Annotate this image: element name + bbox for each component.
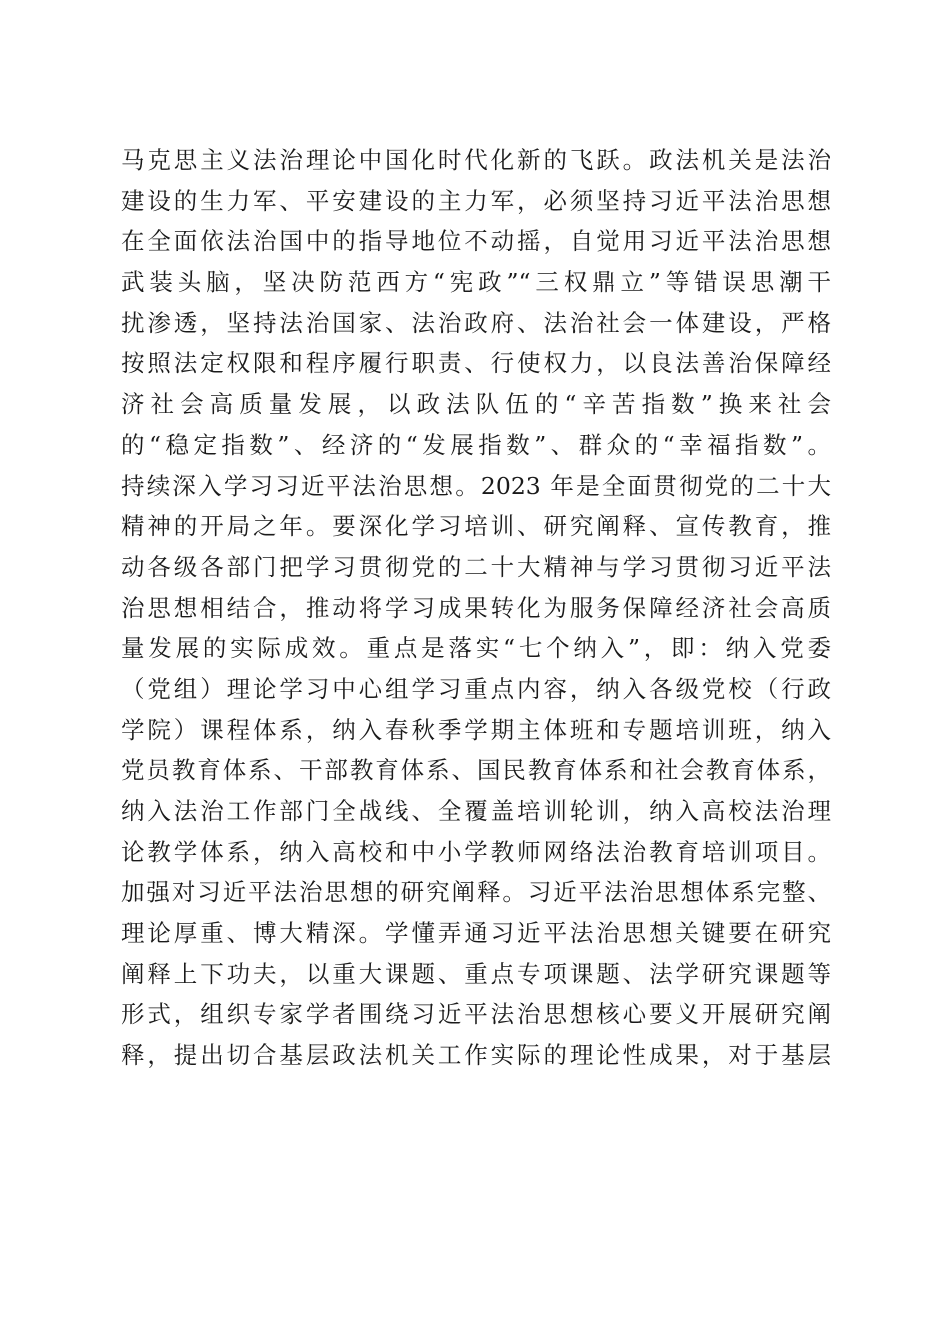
text-line: 按照法定权限和程序履行职责、行使权力，以良法善治保障经 [121, 349, 831, 378]
text-line: 治思想相结合，推动将学习成果转化为服务保障经济社会高质 [121, 593, 831, 622]
text-line: 马克思主义法治理论中国化时代化新的飞跃。政法机关是法治 [121, 146, 831, 174]
text-line: 持续深入学习习近平法治思想。2023 年是全面贯彻党的二十大 [121, 471, 831, 500]
text-line: 学院）课程体系，纳入春秋季学期主体班和专题培训班，纳入 [121, 715, 831, 744]
text-line: 释，提出切合基层政法机关工作实际的理论性成果，对于基层 [121, 1041, 831, 1070]
text-line: 动各级各部门把学习贯彻党的二十大精神与学习贯彻习近平法 [121, 552, 831, 581]
body-text [121, 140, 831, 1076]
text-line: 济社会高质量发展，以政法队伍的“辛苦指数”换来社会 [121, 390, 831, 419]
text-line: 形式，组织专家学者围绕习近平法治思想核心要义开展研究阐 [121, 1000, 831, 1029]
text-line: 纳入法治工作部门全战线、全覆盖培训轮训，纳入高校法治理 [121, 797, 831, 825]
text-line: 论教学体系，纳入高校和中小学教师网络法治教育培训项目。 [121, 837, 831, 866]
text-line: 加强对习近平法治思想的研究阐释。习近平法治思想体系完整、 [121, 878, 831, 907]
text-line: 扰渗透，坚持法治国家、法治政府、法治社会一体建设，严格 [121, 308, 831, 337]
text-line: 党员教育体系、干部教育体系、国民教育体系和社会教育体系， [121, 756, 831, 785]
text-line: 理论厚重、博大精深。学懂弄通习近平法治思想关键要在研究 [121, 919, 831, 948]
text-line: 建设的生力军、平安建设的主力军，必须坚持习近平法治思想 [121, 186, 831, 215]
text-line: 精神的开局之年。要深化学习培训、研究阐释、宣传教育，推 [121, 512, 831, 541]
text-line: 阐释上下功夫，以重大课题、重点专项课题、法学研究课题等 [121, 959, 831, 988]
text-line: （党组）理论学习中心组学习重点内容，纳入各级党校（行政 [121, 674, 831, 703]
text-line: 武装头脑，坚决防范西方“宪政”“三权鼎立”等错误思潮干 [121, 268, 831, 297]
text-line: 在全面依法治国中的指导地位不动摇，自觉用习近平法治思想 [121, 227, 831, 256]
text-line: 的“稳定指数”、经济的“发展指数”、群众的“幸福指数”。 [121, 430, 831, 459]
text-line: 量发展的实际成效。重点是落实“七个纳入”，即：纳入党委 [121, 634, 831, 663]
